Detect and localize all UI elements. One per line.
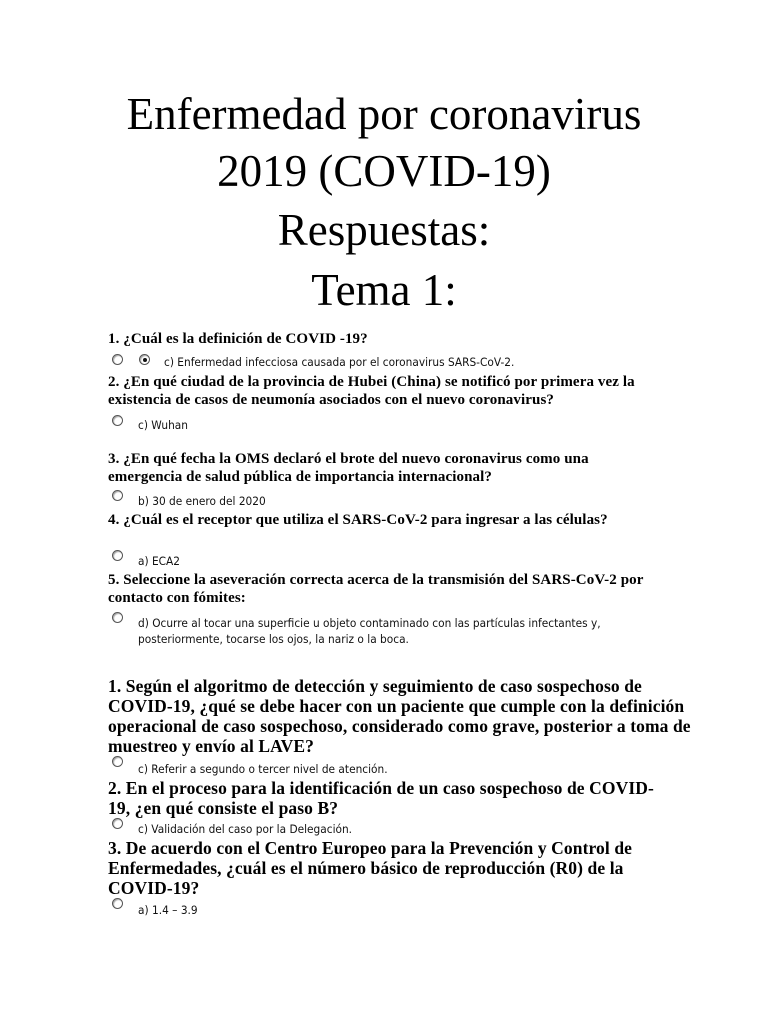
question-text: 3. ¿En qué fecha la OMS declaró el brote del nuevo coronavirus como una emergencia de salud pública de importancia internacional? — [108, 451, 589, 485]
answer-text: c) Wuhan — [138, 418, 188, 432]
answer-text: c) Enfermedad infecciosa causada por el coronavirus SARS-CoV-2. — [164, 355, 515, 369]
radio-option[interactable] — [112, 415, 123, 426]
answer-text: c) Validación del caso por la Delegación. — [138, 822, 353, 836]
radio-option-selected[interactable] — [139, 354, 150, 365]
radio-option[interactable] — [112, 818, 123, 829]
question-item — [108, 838, 653, 917]
question-item — [108, 511, 658, 568]
radio-option[interactable] — [112, 354, 123, 365]
answer-text: a) ECA2 — [138, 554, 181, 568]
question-text: 1. Según el algoritmo de detección y seguimiento de caso sospechoso de COVID-19, ¿qué se debe hacer con un paciente que cumple con la definición operacional de caso sospechoso, considerado como grave, posterior a toma de muestreo y envío al LAVE? — [108, 676, 691, 756]
question-text: 3. De acuerdo con el Centro Europeo para la Prevención y Control de Enfermedades, ¿cuál es el número básico de reproducción (R0) de la COVID-19? — [108, 838, 633, 898]
question-item — [108, 571, 658, 646]
radio-option[interactable] — [112, 612, 123, 623]
title-line-2: 2019 (COVID-19) — [217, 146, 551, 196]
radio-option[interactable] — [112, 490, 123, 501]
question-item — [108, 450, 658, 508]
answer-text: c) Referir a segundo o tercer nivel de atención. — [138, 762, 388, 776]
title-tema: Tema 1: — [311, 265, 457, 315]
radio-option[interactable] — [112, 898, 123, 909]
answer-text: a) 1.4 – 3.9 — [138, 903, 198, 917]
question-text: 2. En el proceso para la identificación de un caso sospechoso de COVID-19, ¿en qué consiste el paso B? — [108, 778, 654, 818]
question-item — [108, 373, 658, 432]
question-item — [108, 330, 658, 369]
title-block — [0, 86, 768, 319]
question-text: 1. ¿Cuál es la definición de COVID -19? — [108, 331, 368, 347]
title-respuestas: Respuestas: — [277, 205, 491, 255]
answer-text: b) 30 de enero del 2020 — [138, 494, 266, 508]
question-text: 5. Seleccione la aseveración correcta acerca de la transmisión del SARS-CoV-2 por contacto con fómites: — [108, 572, 644, 606]
answer-text: d) Ocurre al tocar una superficie u objeto contaminado con las partículas infectantes y, posteriormente, tocarse los ojos, la nariz o la boca. — [138, 616, 601, 646]
radio-option[interactable] — [112, 756, 123, 767]
question-text: 4. ¿Cuál es el receptor que utiliza el SARS-CoV-2 para ingresar a las células? — [108, 512, 608, 528]
title-line-1: Enfermedad por coronavirus — [126, 89, 642, 139]
question-text: 2. ¿En qué ciudad de la provincia de Hubei (China) se notificó por primera vez la existencia de casos de neumonía asociados con el nuevo coronavirus? — [108, 374, 635, 408]
question-item — [108, 778, 668, 836]
question-item — [108, 676, 698, 776]
radio-option[interactable] — [112, 550, 123, 561]
